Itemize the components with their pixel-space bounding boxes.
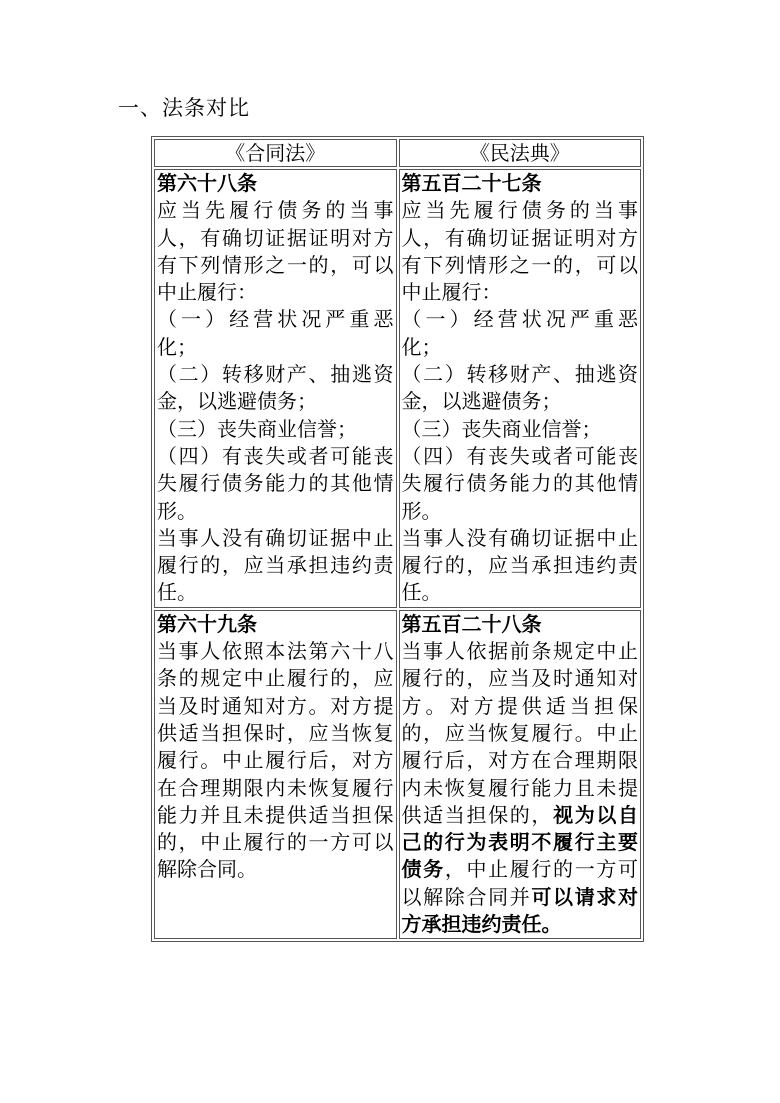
law-comparison-table xyxy=(151,136,644,942)
table-header-row xyxy=(154,139,641,167)
article-paragraph: （三）丧失商业信誉； xyxy=(401,416,602,441)
article-paragraph: （一）经营状况严重恶化； xyxy=(157,307,394,359)
article-paragraph: （二）转移财产、抽逃资金，以逃避债务； xyxy=(401,362,638,414)
article-paragraph: 当事人没有确切证据中止履行的，应当承担违约责任。 xyxy=(401,525,638,605)
article-paragraph: （二）转移财产、抽逃资金，以逃避债务； xyxy=(157,362,394,414)
article-paragraph: （四）有丧失或者可能丧失履行债务能力的其他情形。 xyxy=(157,443,394,523)
article-text: 当事人依照本法第六十八条的规定中止履行的，应当及时通知对方。对方提供适当担保时，应当恢复履行。中止履行后，对方在合理期限内未恢复履行能力并且未提供适当担保的，中止履行的一方可以解除合同。 xyxy=(157,639,394,882)
article-text-part: 当事人依据前条规定中止履行的，应当及时通知对方。对方提供适当担保的，应当恢复履行。中止履行后，对方在合理期限内未恢复履行能力且未提供适当担保的， xyxy=(401,639,638,827)
table-row xyxy=(154,610,641,940)
header-contract-law: 《合同法》 xyxy=(154,139,397,167)
cell-contract-law-art68 xyxy=(154,169,397,608)
article-text-part: ，中止履行的一方可以解除合同并 xyxy=(401,857,639,909)
article-text xyxy=(402,638,639,938)
cell-civil-code-art528 xyxy=(399,610,642,940)
section-heading: 一、法条对比 xyxy=(118,96,250,120)
article-paragraph: （三）丧失商业信誉； xyxy=(157,416,357,441)
article-paragraph: （一）经营状况严重恶化； xyxy=(401,307,638,359)
article-number: 第五百二十七条 xyxy=(401,171,542,195)
article-paragraph: 当事人没有确切证据中止履行的，应当承担违约责任。 xyxy=(157,525,394,605)
article-paragraph: （四）有丧失或者可能丧失履行债务能力的其他情形。 xyxy=(401,443,638,523)
header-civil-code: 《民法典》 xyxy=(399,139,642,167)
article-number: 第六十九条 xyxy=(157,611,257,636)
cell-civil-code-art527 xyxy=(399,169,642,608)
bold-added-text: 视为以自己的行为表明不履行主要债务 xyxy=(401,802,639,882)
bold-added-text: 可以请求对方承担违约责任。 xyxy=(401,884,639,937)
table-row xyxy=(154,169,641,608)
article-number: 第六十八条 xyxy=(157,171,257,195)
article-paragraph: 应当先履行债务的当事人，有确切证据证明对方有下列情形之一的，可以中止履行： xyxy=(157,198,394,305)
article-number: 第五百二十八条 xyxy=(401,611,542,636)
article-paragraph: 应当先履行债务的当事人，有确切证据证明对方有下列情形之一的，可以中止履行： xyxy=(401,198,638,305)
cell-contract-law-art69 xyxy=(154,610,397,940)
